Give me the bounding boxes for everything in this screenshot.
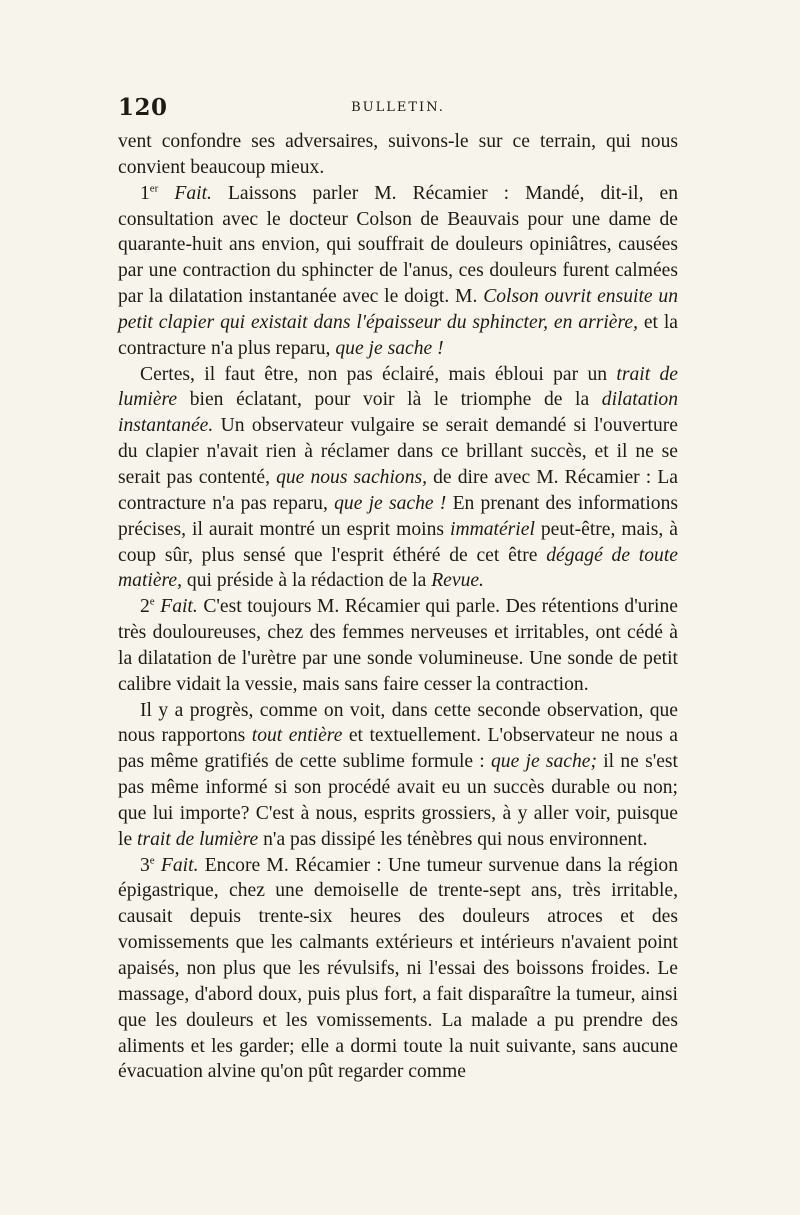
italic-text: Fait. xyxy=(154,596,198,618)
text-run: n'a pas dissipé les ténèbres qui nous environnent. xyxy=(258,828,648,850)
body-text xyxy=(118,129,678,1085)
italic-text: Revue. xyxy=(431,570,484,592)
text-run: et la contracture n'a plus reparu, xyxy=(118,311,678,359)
italic-text: Fait. xyxy=(158,182,212,204)
text-run: bien éclatant, pour voir là le triomphe de la xyxy=(177,389,602,411)
italic-text: dégagé de toute matière, xyxy=(118,544,678,592)
italic-text: que je sache ! xyxy=(335,337,444,359)
text-run: Un observateur vulgaire se serait demandé si l'ouverture du clapier n'avait rien à réclamer dans ce brillant succès, et il ne se serait pas contenté, xyxy=(118,415,678,488)
italic-text: Colson ouvrit ensuite un petit clapier qui existait dans l'épaisseur du sphincter, en arrière, xyxy=(118,286,678,333)
italic-text: que je sache ! xyxy=(334,492,447,514)
ordinal-superscript: er xyxy=(149,182,159,195)
italic-text: trait de lumière xyxy=(137,828,259,850)
text-run: qui préside à la rédaction de la xyxy=(182,570,432,592)
italic-text: dilatation instantanée. xyxy=(118,389,678,437)
running-head: BULLETIN. xyxy=(351,100,445,115)
paragraph-fact-1 xyxy=(118,181,678,362)
italic-text: Fait. xyxy=(154,854,199,876)
text-run: C'est toujours M. Récamier qui parle. Des rétentions d'urine très douloureuses, chez des femmes nerveuses et irritables, ont cédé à la dilatation de l'urètre par une sonde volumineuse. Une sonde de petit calibre vidait la vessie, mais sans faire cesser la contraction. xyxy=(118,596,678,695)
text-run: et textuellement. L'observateur ne nous a pas même gratifiés de cette sublime formule : xyxy=(118,725,678,773)
text-run: Il y a progrès, comme on voit, dans cette seconde observation, que nous rapportons xyxy=(118,699,678,747)
text-run: il ne s'est pas même informé si son procédé avait eu un succès durable ou non; que lui importe? C'est à nous, esprits grossiers, à y aller voir, puisque le xyxy=(118,751,678,850)
italic-text: que nous sachions, xyxy=(276,466,428,488)
page-number: 120 xyxy=(118,94,168,121)
paragraph-commentary-1 xyxy=(118,362,678,595)
text-run: Certes, il faut être, non pas éclairé, mais ébloui par un xyxy=(140,363,617,385)
paragraph-continuation xyxy=(118,129,678,181)
text-run: de dire avec M. Récamier : La contracture n'a pas reparu, xyxy=(118,466,678,514)
paragraph-fact-3 xyxy=(118,853,678,1086)
text-run: vent confondre ses adversaires, suivons-le sur ce terrain, qui nous convient beaucoup mieux. xyxy=(118,131,678,178)
text-run: 3 xyxy=(140,854,150,876)
text-run: 2 xyxy=(140,596,150,618)
paragraph-fact-2 xyxy=(118,594,678,697)
text-run: En prenant des informations précises, il aurait montré un esprit moins xyxy=(118,492,679,540)
text-run: Encore M. Récamier : Une tumeur survenue dans la région épigastrique, chez une demoiselle de trente-sept ans, très irritable, causait depuis trente-six heures des douleurs atroces et des vomissements que les calmants extérieurs et intérieurs n'avaient point apaisés, non plus que les révulsifs, ni l'essai des boissons froides. Le massage, d'abord doux, puis plus fort, a fait disparaître la tumeur, ainsi que les douleurs et les vomissements. La malade a pu prendre des aliments et les garder; elle a dormi toute la nuit suivante, sans aucune évacuation alvine qu'on pût regarder comme xyxy=(118,854,679,1083)
italic-text: trait de lumière xyxy=(118,363,678,411)
italic-text: tout entière xyxy=(251,725,343,747)
text-run: peut-être, mais, à coup sûr, plus sensé que l'esprit éthéré de cet être xyxy=(118,518,678,566)
ordinal-superscript: e xyxy=(149,595,155,608)
italic-text: que je sache; xyxy=(490,751,598,773)
text-run: Laissons parler M. Récamier : Mandé, dit-il, en consultation avec le docteur Colson de Beauvais pour une dame de quarante-huit ans envion, qui souffrait de douleurs opiniâtres, causées par une contraction du sphincter de l'anus, ces douleurs furent calmées par la dilatation instantanée avec le doigt. M. xyxy=(118,182,678,308)
italic-text: immatériel xyxy=(450,518,535,540)
ordinal-superscript: e xyxy=(149,854,155,867)
page-header xyxy=(118,94,678,124)
text-run: 1 xyxy=(140,182,150,204)
paragraph-commentary-2 xyxy=(118,698,678,853)
